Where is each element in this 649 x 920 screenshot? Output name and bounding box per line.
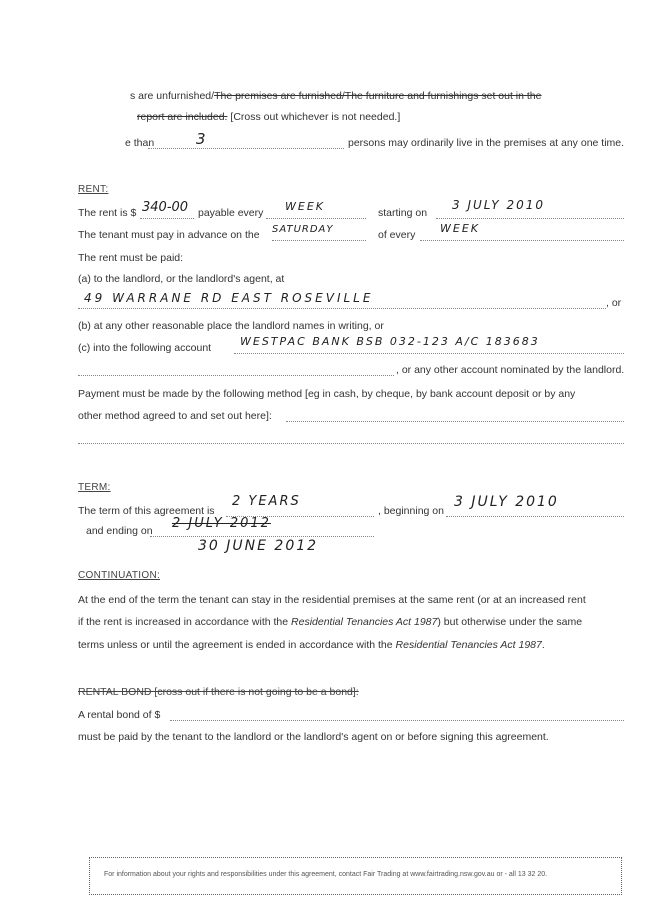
begin-line xyxy=(446,516,624,517)
term-heading: TERM: xyxy=(78,482,111,493)
continuation-line-2 xyxy=(78,616,582,628)
payment-method-line-2: other method agreed to and set out here]: xyxy=(78,410,272,422)
method-line-1 xyxy=(286,421,624,422)
account-line-2 xyxy=(78,375,394,376)
bond-amount-label: A rental bond of $ xyxy=(78,709,161,721)
act-reference-2: Residential Tenancies Act 1987 xyxy=(395,639,542,651)
payable-every-label: payable every xyxy=(198,207,264,219)
continuation-line-2a: if the rent is increased in accordance with the xyxy=(78,616,292,628)
begin-handwritten: 3 JULY 2010 xyxy=(454,494,559,510)
continuation-line-3a: terms unless or until the agreement is ended in accordance with the xyxy=(78,639,396,651)
premises-line-1 xyxy=(130,90,542,102)
beginning-label: , beginning on xyxy=(378,505,444,517)
period-handwritten: WEEK xyxy=(285,200,325,213)
option-a: (a) to the landlord, or the landlord's agent, at xyxy=(78,273,285,285)
or-label: , or xyxy=(606,297,622,309)
report-struck-text: report are included. xyxy=(137,111,228,123)
continuation-line-3 xyxy=(78,639,545,651)
period-line xyxy=(266,218,366,219)
unfurnished-text: s are unfurnished/ xyxy=(130,90,215,102)
account-handwritten: WESTPAC BANK BSB 032-123 A/C 183683 xyxy=(240,335,540,348)
act-reference-1: Residential Tenancies Act 1987 xyxy=(291,616,438,628)
premises-line-2 xyxy=(137,111,400,123)
advance-label: The tenant must pay in advance on the xyxy=(78,229,260,241)
method-line-2 xyxy=(78,443,624,444)
bond-heading-struck: RENTAL BOND [cross out if there is not going to be a bond]: xyxy=(78,686,359,698)
day-handwritten: SATURDAY xyxy=(272,224,334,235)
rent-amount-line xyxy=(140,218,194,219)
rent-heading: RENT: xyxy=(78,184,109,195)
payment-method-line-1: Payment must be made by the following method [eg in cash, by cheque, by bank account deposit or by any xyxy=(78,388,576,400)
option-c: (c) into the following account xyxy=(78,342,212,354)
address-handwritten: 49 WARRANE RD EAST ROSEVILLE xyxy=(84,291,374,305)
address-line xyxy=(78,308,606,309)
bond-amount-line xyxy=(170,720,624,721)
every-handwritten: WEEK xyxy=(440,222,480,235)
term-label: The term of this agreement is xyxy=(78,505,215,517)
of-every-label: of every xyxy=(378,229,416,241)
ending-struck-handwritten: 2 JULY 2012 xyxy=(172,516,271,531)
day-line xyxy=(272,240,366,241)
start-date-handwritten: 3 JULY 2010 xyxy=(452,198,545,212)
ending-label: and ending on xyxy=(86,525,153,537)
continuation-line-1: At the end of the term the tenant can stay in the residential premises at the same rent (or at an increased rent xyxy=(78,594,586,606)
occupancy-prefix: e than xyxy=(125,137,155,149)
rent-paid-label: The rent must be paid: xyxy=(78,252,184,264)
ending-line xyxy=(150,536,374,537)
continuation-line-2b: ) but otherwise under the same xyxy=(437,616,583,628)
continuation-heading: CONTINUATION: xyxy=(78,570,161,581)
ending-handwritten: 30 JUNE 2012 xyxy=(198,538,319,554)
footer-text: For information about your rights and responsibilities under this agreement, contact Fair Trading at www.fairtrading.nsw.gov.au or - all 13 32 20. xyxy=(104,871,548,878)
account-line-1 xyxy=(234,353,624,354)
bond-line-2: must be paid by the tenant to the landlord or the landlord's agent on or before signing this agreement. xyxy=(78,731,549,743)
rent-amount-label: The rent is $ xyxy=(78,207,137,219)
occupancy-line xyxy=(148,148,344,149)
continuation-line-3b: . xyxy=(541,639,545,651)
occupancy-handwritten: 3 xyxy=(196,130,208,148)
furnished-struck-text: The premises are furnished/The furniture and furnishings set out in the xyxy=(214,90,542,102)
rent-amount-handwritten: 340-00 xyxy=(142,200,189,215)
cross-out-note: [Cross out whichever is not needed.] xyxy=(230,111,401,123)
term-handwritten: 2 YEARS xyxy=(232,494,301,509)
every-line xyxy=(420,240,624,241)
starting-on-label: starting on xyxy=(378,207,428,219)
start-date-line xyxy=(436,218,624,219)
other-account-text: , or any other account nominated by the landlord. xyxy=(396,364,625,376)
occupancy-suffix: persons may ordinarily live in the premises at any one time. xyxy=(348,137,625,149)
option-b: (b) at any other reasonable place the landlord names in writing, or xyxy=(78,320,384,332)
footer-box xyxy=(89,857,622,895)
